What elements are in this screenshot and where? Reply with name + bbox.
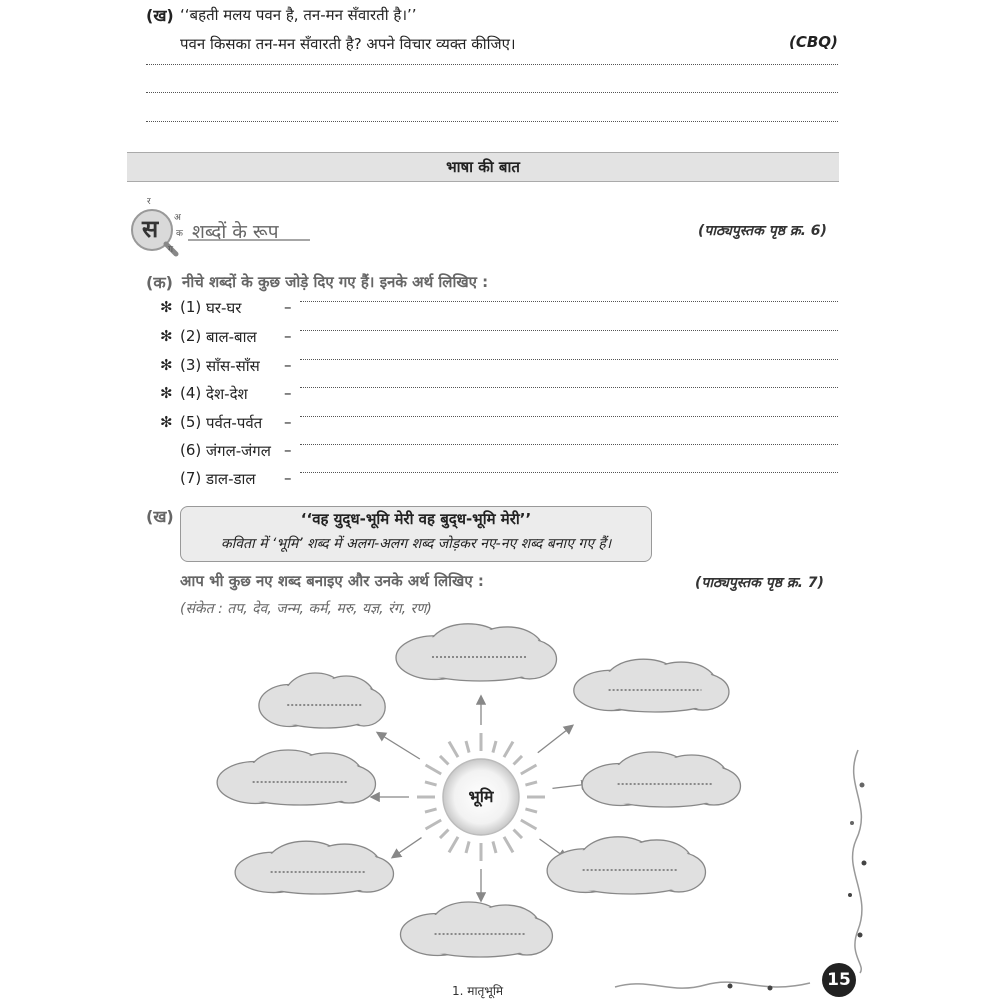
dash: – [284, 356, 292, 374]
sun-ray [504, 837, 513, 853]
box-text: कविता में ‘भूमि’ शब्द में अलग-अलग शब्द जोड़कर नए-नए शब्द बनाए गए हैं। [220, 536, 612, 552]
quote-text: ‘‘बहती मलय पवन है, तन-मन सँवारती है।’’ [180, 6, 417, 24]
dash: – [284, 327, 292, 345]
word-pair-number: (7) [180, 469, 202, 487]
dash: – [284, 384, 292, 402]
textbook-reference: (पाठ्यपुस्तक पृष्ठ क्र. 6) [698, 223, 827, 239]
answer-cloud[interactable] [574, 659, 729, 712]
dash: – [284, 413, 292, 431]
box-quote: ‘‘वह युद्‌ध-भूमि मेरी वह बुद्‌ध-भूमि मेरी’’ [300, 510, 532, 528]
sun-ray [425, 809, 437, 812]
sun-ray [504, 742, 513, 758]
cloud-fill [598, 772, 731, 805]
word-pair-text: घर-घर [206, 299, 242, 317]
dash: – [284, 298, 292, 316]
arrow [393, 838, 422, 857]
word-pair-text: डाल-डाल [206, 470, 256, 488]
word-pair-text: साँस-साँस [206, 357, 260, 375]
logo-small-letter: ग [168, 245, 174, 255]
chapter-footer: 1. मातृभूमि [452, 984, 504, 998]
logo-letter: स [142, 215, 159, 243]
sun-ray [521, 820, 537, 829]
cbq-tag: (CBQ) [789, 33, 838, 51]
word-pair-number: (3) [180, 356, 202, 374]
question-instruction: नीचे शब्दों के कुछ जोड़े दिए गए हैं। इनके अर्थ लिखिए : [182, 273, 489, 291]
word-pair-text: बाल-बाल [206, 328, 257, 346]
arrow [378, 733, 420, 759]
question-label-kha-top: (ख) [146, 6, 174, 25]
cloud-fill [251, 861, 384, 893]
cloud-fill [563, 858, 696, 893]
answer-cloud[interactable] [217, 750, 375, 805]
logo-small-letter: क [176, 229, 183, 239]
section-title: शब्दों के रूप [192, 221, 279, 243]
logo-small-letter: अ [174, 213, 181, 223]
word-pair-text: पर्वत-पर्वत [206, 414, 263, 432]
sun-ray [521, 765, 537, 774]
sun-ray [449, 837, 458, 853]
cloud-fill [590, 679, 721, 711]
cloud-fill [233, 770, 366, 803]
decorative-swirl-icon [838, 745, 878, 975]
sun-ray [440, 756, 448, 764]
hint-text: (संकेत : तप, देव, जन्म, कर्म, मरु, यज्ञ, रंग, रण) [180, 601, 432, 617]
textbook-reference: (पाठ्यपुस्तक पृष्ठ क्र. 7) [695, 575, 824, 591]
cloud-fill [416, 922, 544, 955]
cloud-fill [272, 693, 378, 726]
answer-cloud[interactable] [400, 902, 552, 957]
answer-cloud[interactable] [235, 841, 393, 894]
decorative-footer-swirl-icon [610, 975, 820, 997]
word-pair-number: (2) [180, 327, 202, 345]
answer-cloud[interactable] [259, 673, 385, 728]
question-label-kha-bottom: (ख) [146, 507, 174, 526]
word-pair-number: (1) [180, 298, 202, 316]
star-marker-icon: ✻ [160, 298, 173, 316]
center-word: भूमि [468, 787, 494, 806]
star-marker-icon: ✻ [160, 356, 173, 374]
dash: – [284, 469, 292, 487]
sun-ray [514, 830, 522, 838]
question-label-ka: (क) [146, 273, 173, 292]
sun-ray [425, 782, 437, 785]
star-marker-icon: ✻ [160, 413, 173, 431]
sun-ray [466, 841, 469, 853]
star-marker-icon: ✻ [160, 384, 173, 402]
sun-ray [514, 756, 522, 764]
star-marker-icon: ✻ [160, 327, 173, 345]
section-banner: भाषा की बात [127, 152, 839, 182]
answer-cloud[interactable] [396, 624, 557, 681]
word-pair-number: (6) [180, 441, 202, 459]
word-pair-text: जंगल-जंगल [206, 442, 271, 460]
sun-ray [426, 820, 442, 829]
sun-ray [466, 741, 469, 753]
word-pair-number: (4) [180, 384, 202, 402]
arrow [538, 726, 572, 753]
sun-ray [426, 765, 442, 774]
sun-ray [525, 782, 537, 785]
cloud-fill [412, 645, 547, 680]
answer-cloud[interactable] [582, 752, 740, 807]
page-number: 15 [822, 963, 856, 997]
sun-ray [493, 841, 496, 853]
dash: – [284, 441, 292, 459]
question-instruction: आप भी कुछ नए शब्द बनाइए और उनके अर्थ लिखिए : [180, 572, 484, 590]
sun-ray [525, 809, 537, 812]
word-pair-number: (5) [180, 413, 202, 431]
question-text: पवन किसका तन-मन सँवारती है? अपने विचार व्यक्त कीजिए। [180, 35, 516, 53]
sun-ray [440, 830, 448, 838]
sun-ray [493, 741, 496, 753]
word-pair-text: देश-देश [206, 385, 248, 403]
logo-small-letter: र [147, 197, 151, 207]
answer-cloud[interactable] [547, 837, 705, 894]
sun-ray [449, 742, 458, 758]
